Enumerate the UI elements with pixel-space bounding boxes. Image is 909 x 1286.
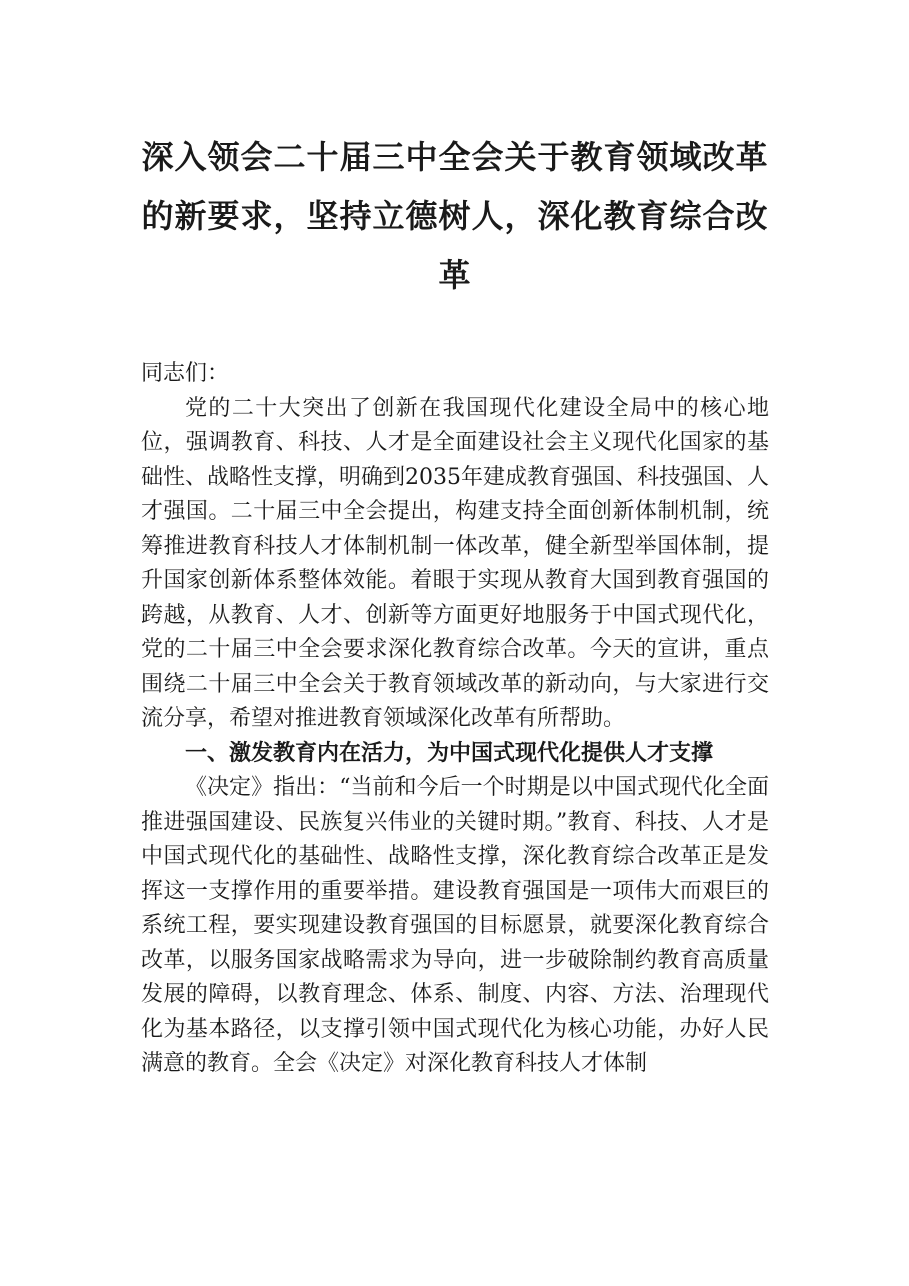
document-page <box>141 128 769 1082</box>
section-heading-1: 一、激发教育内在活力，为中国式现代化提供人才支撑 <box>185 740 714 766</box>
document-title: 深入领会二十届三中全会关于教育领域改革的新要求，坚持立德树人，深化教育综合改革 <box>141 138 769 294</box>
salutation: 同志们： <box>141 361 230 386</box>
paragraph-section-1: 《决定》指出：“当前和今后一个时期是以中国式现代化全面推进强国建设、民族复兴伟业的关键时期。”教育、科技、人才是中国式现代化的基础性、战略性支撑，深化教育综合改革正是发挥这一支撑作用的重要举措。建设教育强国是一项伟大而艰巨的系统工程，要实现建设教育强国的目标愿景，就要深化教育综合改革，以服务国家战略需求为导向，进一步破除制约教育高质量发展的障碍，以教育理念、体系、制度、内容、方法、治理现代化为基本路径，以支撑引领中国式现代化为核心功能，办好人民满意的教育。全会《决定》对深化教育科技人才体制 <box>141 775 769 1076</box>
paragraph-intro: 党的二十大突出了创新在我国现代化建设全局中的核心地位，强调教育、科技、人才是全面建设社会主义现代化国家的基础性、战略性支撑，明确到2035年建成教育强国、科技强国、人才强国。二十届三中全会提出，构建支持全面创新体制机制，统筹推进教育科技人才体制机制一体改革，健全新型举国体制，提升国家创新体系整体效能。着眼于实现从教育大国到教育强国的跨越，从教育、人才、创新等方面更好地服务于中国式现代化，党的二十届三中全会要求深化教育综合改革。今天的宣讲，重点围绕二十届三中全会关于教育领域改革的新动向，与大家进行交流分享，希望对推进教育领域深化改革有所帮助。 <box>141 395 769 731</box>
document-body <box>141 357 769 1082</box>
